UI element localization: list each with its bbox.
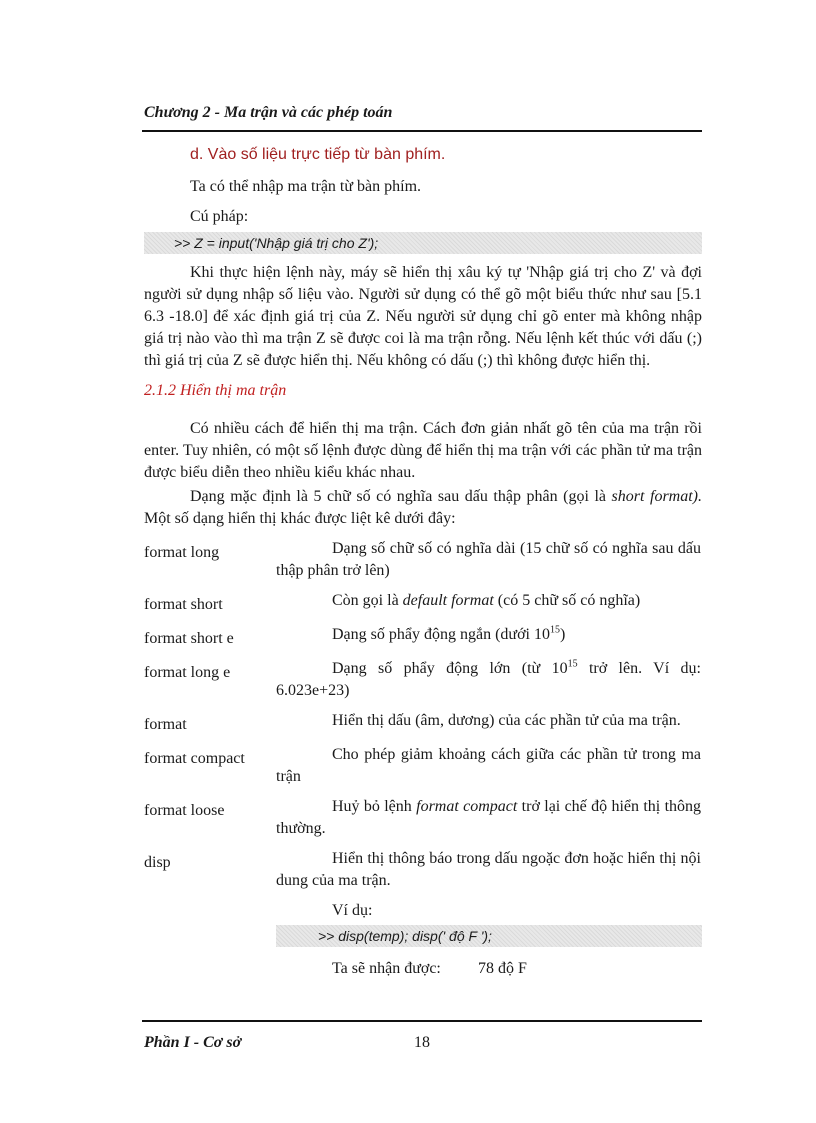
exponent: 15: [567, 658, 578, 670]
syntax-code-block: >> Z = input('Nhập giá trị cho Z');: [144, 232, 702, 254]
description-text: Còn gọi là: [332, 592, 403, 609]
description-text: trở lên. Ví dụ: 6.023e+23): [276, 660, 702, 699]
format-description: Dạng số chữ số có nghĩa dài (15 chữ số có nghĩa sau dấu thập phân trở lên): [276, 540, 701, 579]
intro-text: Ta có thể nhập ma trận từ bàn phím.: [190, 178, 422, 195]
format-term: format short e: [144, 630, 234, 647]
default-format-paragraph: [144, 486, 702, 530]
format-description: Cho phép giảm khoảng cách giữa các phần tử trong ma trận: [276, 746, 701, 785]
part-label: Phần I - Cơ sở: [144, 1034, 242, 1051]
format-term: format loose: [144, 802, 225, 819]
page-number: 18: [414, 1034, 430, 1051]
description-text: ): [560, 626, 566, 643]
format-description: [276, 624, 701, 646]
format-term: format long e: [144, 664, 231, 681]
header-rule: [142, 130, 702, 132]
description-text: Huỷ bỏ lệnh: [332, 798, 417, 815]
footer-rule: [142, 1020, 702, 1022]
format-term: format: [144, 716, 187, 733]
format-term: format short: [144, 596, 223, 613]
format-description: Hiển thị dấu (âm, dương) của các phần tử của ma trận.: [332, 712, 681, 729]
display-intro-paragraph: Có nhiều cách để hiển thị ma trận. Cách đơn giản nhất gõ tên của ma trận rồi enter. Tuy nhiên, có một số lệnh được dùng để hiển thị ma trận với các phần tử ma trận được biểu diễn theo nhiều kiểu khác nhau.: [144, 420, 702, 481]
format-description: [276, 658, 701, 702]
section-heading: 2.1.2 Hiển thị ma trận: [144, 382, 287, 399]
format-term: disp: [144, 854, 171, 871]
format-compact-term: format compact: [416, 798, 518, 815]
description-text: Dạng số phẩy động ngắn (dưới 10: [332, 626, 550, 643]
subsection-heading: d. Vào số liệu trực tiếp từ bàn phím.: [190, 146, 446, 163]
description-text: (có 5 chữ số có nghĩa): [493, 592, 641, 609]
syntax-label: Cú pháp:: [190, 208, 249, 225]
exponent: 15: [550, 624, 560, 636]
result-label: Ta sẽ nhận được:: [332, 960, 441, 977]
chapter-title: Chương 2 - Ma trận và các phép toán: [144, 104, 393, 121]
paragraph-text: Một số dạng hiển thị khác được liệt kê dưới đây:: [144, 510, 456, 527]
example-code-block: >> disp(temp); disp(' độ F ');: [276, 925, 702, 947]
format-term: format compact: [144, 750, 245, 767]
input-description-paragraph: Khi thực hiện lệnh này, máy sẽ hiển thị xâu ký tự 'Nhập giá trị cho Z' và đợi người sử dụng nhập số liệu vào. Người sử dụng có thể gõ một biểu thức như sau [5.1 6.3 -18.0] để xác định giá trị của Z. Nếu người sử dụng chỉ gõ enter mà không nhập giá trị nào vào thì ma trận Z sẽ được coi là ma trận rỗng. Nếu lệnh kết thúc với dấu (;) thì giá trị của Z sẽ được hiển thị. Nếu không có dấu (;) thì không được hiển thị.: [144, 264, 702, 369]
format-term: format long: [144, 544, 220, 561]
default-format-term: default format: [402, 592, 494, 609]
description-text: Dạng số phẩy động lớn (từ 10: [332, 660, 568, 677]
format-description: Hiển thị thông báo trong dấu ngoặc đơn hoặc hiển thị nội dung của ma trận.: [276, 850, 701, 889]
format-description: [276, 590, 701, 612]
result-value: 78 độ F: [478, 960, 527, 977]
example-label: Ví dụ:: [332, 902, 373, 919]
short-format-term: short format).: [611, 488, 702, 505]
paragraph-text: Dạng mặc định là 5 chữ số có nghĩa sau dấu thập phân (gọi là: [190, 488, 612, 505]
format-description: [276, 796, 701, 840]
description-text: trở lại chế độ hiển thị thông thường.: [276, 798, 702, 837]
